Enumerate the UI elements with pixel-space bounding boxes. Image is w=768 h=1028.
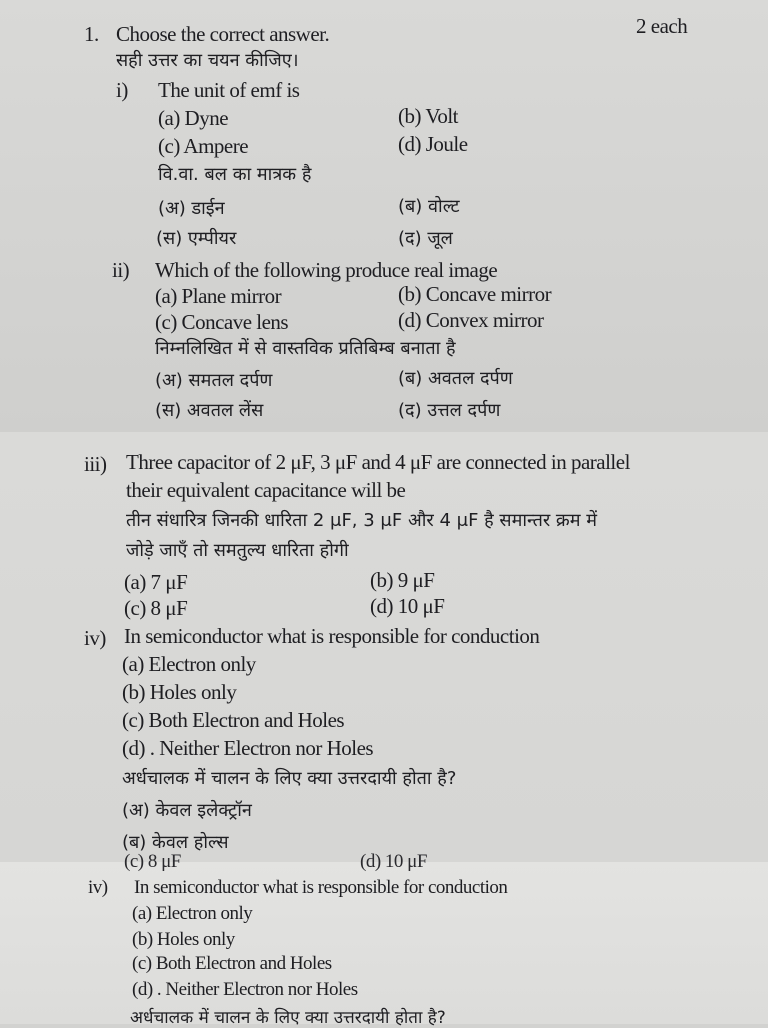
q4-option-d-repeat: (d) . Neither Electron nor Holes <box>132 979 358 1000</box>
q4-text-hindi-repeat: अर्धचालक में चालन के लिए क्या उत्तरदायी होता है? <box>130 1008 446 1028</box>
q4-option-b-repeat: (b) Holes only <box>132 929 235 950</box>
q4-text-hindi: अर्धचालक में चालन के लिए क्या उत्तरदायी होता है? <box>122 768 457 789</box>
q2-option-a: (a) Plane mirror <box>155 284 282 308</box>
q4-option-c-repeat: (c) Both Electron and Holes <box>132 953 332 974</box>
q3-option-c: (c) 8 μF <box>124 596 188 620</box>
q3-number: iii) <box>84 452 107 476</box>
q1-option-d: (d) Joule <box>398 132 468 156</box>
q4-option-b: (b) Holes only <box>122 680 237 704</box>
q3-option-b: (b) 9 μF <box>370 568 435 592</box>
q3-option-a: (a) 7 μF <box>124 570 188 594</box>
q2-option-d-hindi: (द) उत्तल दर्पण <box>398 400 501 421</box>
q1-text-hindi: वि.वा. बल का मात्रक है <box>158 164 312 185</box>
question-number: 1. <box>84 22 99 46</box>
q1-option-b: (b) Volt <box>398 104 458 128</box>
marks-label: 2 each <box>636 14 688 38</box>
q4-number-repeat: iv) <box>88 877 108 898</box>
photo-strip-middle <box>0 432 768 862</box>
q1-text-english: The unit of emf is <box>158 78 300 102</box>
q3-text-hindi-line1: तीन संधारित्र जिनकी धारिता 2 μF, 3 μF और 4 μF है समान्तर क्रम में <box>126 510 597 531</box>
q4-option-b-hindi: (ब) केवल होल्स <box>122 832 229 853</box>
q4-option-a-hindi: (अ) केवल इलेक्ट्रॉन <box>122 800 252 821</box>
q1-option-c: (c) Ampere <box>158 134 249 158</box>
q1-option-a-hindi: (अ) डाईन <box>158 198 225 219</box>
q2-text-hindi: निम्नलिखित में से वास्तविक प्रतिबिम्ब बनाता है <box>155 338 456 359</box>
q4-option-a-repeat: (a) Electron only <box>132 903 253 924</box>
q3-text-hindi-line2: जोड़े जाएँ तो समतुल्य धारिता होगी <box>126 540 349 561</box>
q1-option-a: (a) Dyne <box>158 106 229 130</box>
q2-option-a-hindi: (अ) समतल दर्पण <box>155 370 273 391</box>
q2-option-b-hindi: (ब) अवतल दर्पण <box>398 368 513 389</box>
q2-option-c: (c) Concave lens <box>155 310 289 334</box>
q1-option-c-hindi: (स) एम्पीयर <box>156 228 237 249</box>
q4-option-a: (a) Electron only <box>122 652 256 676</box>
cut-option-d: (d) 10 μF <box>360 851 427 872</box>
q3-text-english-line2: their equivalent capacitance will be <box>126 478 406 502</box>
q4-option-c: (c) Both Electron and Holes <box>122 708 345 732</box>
q2-option-c-hindi: (स) अवतल लेंस <box>155 400 264 421</box>
q2-option-d: (d) Convex mirror <box>398 308 544 332</box>
q1-number: i) <box>116 78 128 102</box>
q2-option-b: (b) Concave mirror <box>398 282 552 306</box>
q3-option-d: (d) 10 μF <box>370 594 445 618</box>
q4-number: iv) <box>84 626 106 650</box>
q4-option-d: (d) . Neither Electron nor Holes <box>122 736 374 760</box>
q1-option-d-hindi: (द) जूल <box>398 228 453 249</box>
q2-text-english: Which of the following produce real image <box>155 258 498 282</box>
cut-option-c: (c) 8 μF <box>124 851 181 872</box>
q2-number: ii) <box>112 258 130 282</box>
q3-text-english-line1: Three capacitor of 2 μF, 3 μF and 4 μF are connected in parallel <box>126 450 630 474</box>
q4-text-english: In semiconductor what is responsible for conduction <box>124 624 540 648</box>
q4-text-english-repeat: In semiconductor what is responsible for conduction <box>134 877 508 898</box>
q1-option-b-hindi: (ब) वोल्ट <box>398 196 460 217</box>
instruction-english: Choose the correct answer. <box>116 22 330 46</box>
instruction-hindi: सही उत्तर का चयन कीजिए। <box>116 50 299 71</box>
photo-strip-top <box>0 0 768 432</box>
photo-strip-bottom <box>0 851 768 1028</box>
